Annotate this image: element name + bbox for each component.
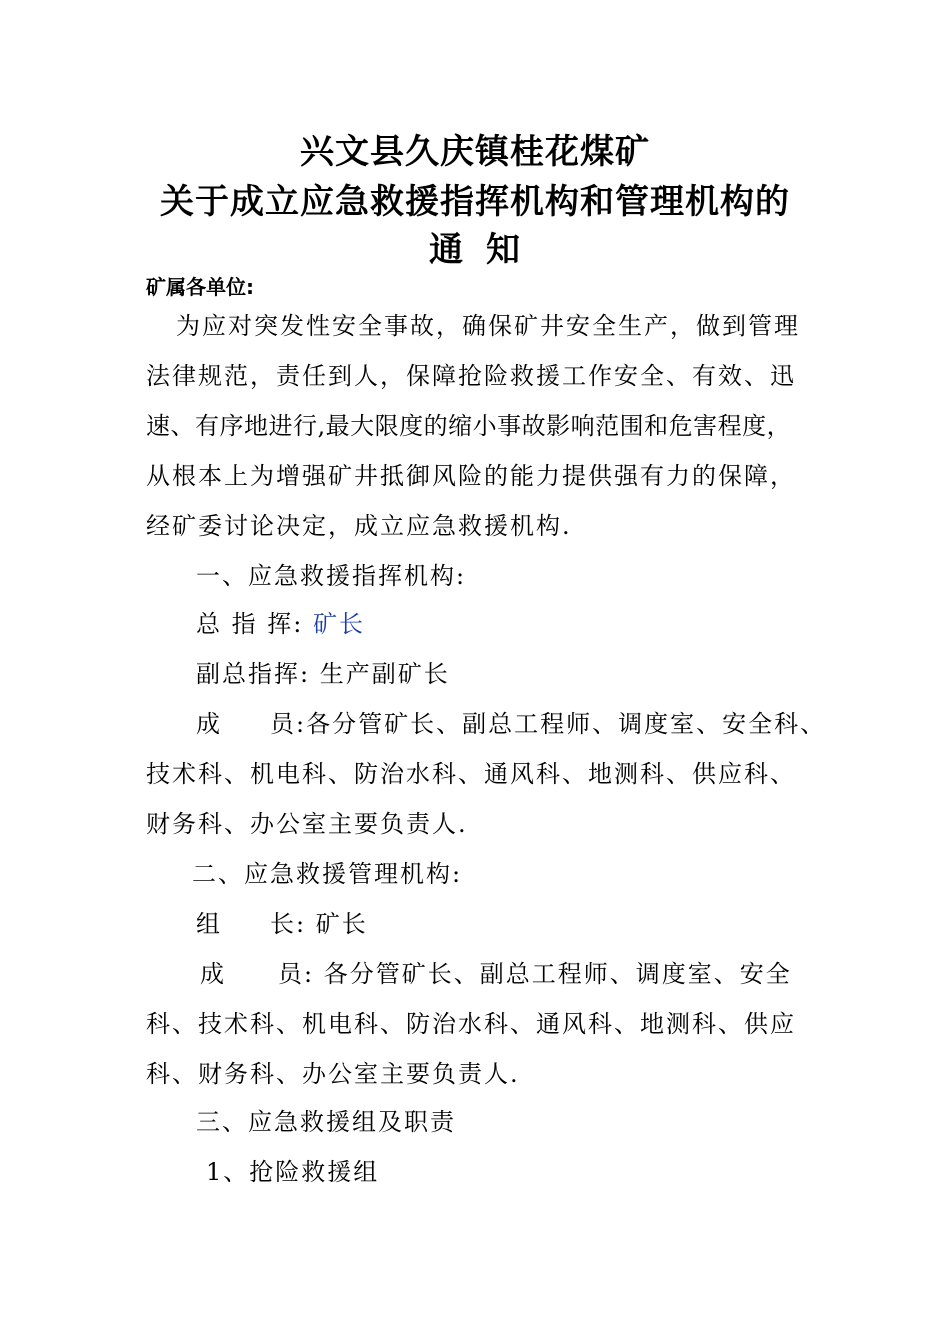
addressee: 矿属各单位: xyxy=(146,275,254,299)
vice-commander-row xyxy=(196,658,450,690)
leader-value: 矿长 xyxy=(315,910,368,938)
section1-heading: 一、应急救援指挥机构: xyxy=(196,562,467,590)
section1-members-line-2: 技术科、机电科、防治水科、通风科、地测科、供应科、 xyxy=(146,760,796,788)
intro-line-1: 为应对突发性安全事故，确保矿井安全生产，做到管理 xyxy=(176,312,800,340)
title-line-2: 关于成立应急救援指挥机构和管理机构的 xyxy=(160,182,790,222)
section1-members-row xyxy=(196,708,826,740)
intro-line-5: 经矿委讨论决定，成立应急救援机构. xyxy=(146,512,572,540)
commander-row xyxy=(196,608,365,640)
leader-label-a: 组 xyxy=(196,910,222,938)
leader-row xyxy=(196,908,368,940)
intro-line-2: 法律规范，责任到人，保障抢险救援工作安全、有效、迅 xyxy=(146,362,796,390)
section1-members-label-b: 员: xyxy=(270,710,307,738)
section3-heading: 三、应急救援组及职责 xyxy=(196,1108,456,1136)
intro-line-4: 从根本上为增强矿井抵御风险的能力提供强有力的保障， xyxy=(146,462,796,490)
leader-label-b: 长: xyxy=(270,910,307,938)
section1-members-line-1: 各分管矿长、副总工程师、调度室、安全科、 xyxy=(306,710,827,738)
section1-members-label-a: 成 xyxy=(196,710,222,738)
title-word-zhi: 知 xyxy=(486,230,521,270)
commander-label: 总 指 挥: xyxy=(196,610,304,638)
section2-members-line-1: 各分管矿长、副总工程师、调度室、安全 xyxy=(323,960,792,988)
title-word-tong: 通 xyxy=(429,230,464,270)
section3-item-1: 1、抢险救援组 xyxy=(206,1158,380,1186)
section1-members-line-3: 财务科、办公室主要负责人. xyxy=(146,810,468,838)
vice-commander-label: 副总指挥: xyxy=(196,660,311,688)
section2-members-row xyxy=(200,958,792,990)
intro-line-3: 速、有序地进行,最大限度的缩小事故影响范围和危害程度， xyxy=(146,412,792,440)
section2-heading: 二、应急救援管理机构: xyxy=(192,860,463,888)
section2-members-line-3: 科、财务科、办公室主要负责人. xyxy=(146,1060,520,1088)
section2-members-label-a: 成 xyxy=(200,960,226,988)
section2-members-line-2: 科、技术科、机电科、防治水科、通风科、地测科、供应 xyxy=(146,1010,796,1038)
title-line-1: 兴文县久庆镇桂花煤矿 xyxy=(300,132,650,172)
title-line-3 xyxy=(0,228,950,272)
commander-value: 矿长 xyxy=(312,610,365,638)
vice-commander-value: 生产副矿长 xyxy=(319,660,450,688)
section2-members-label-b: 员: xyxy=(278,960,315,988)
